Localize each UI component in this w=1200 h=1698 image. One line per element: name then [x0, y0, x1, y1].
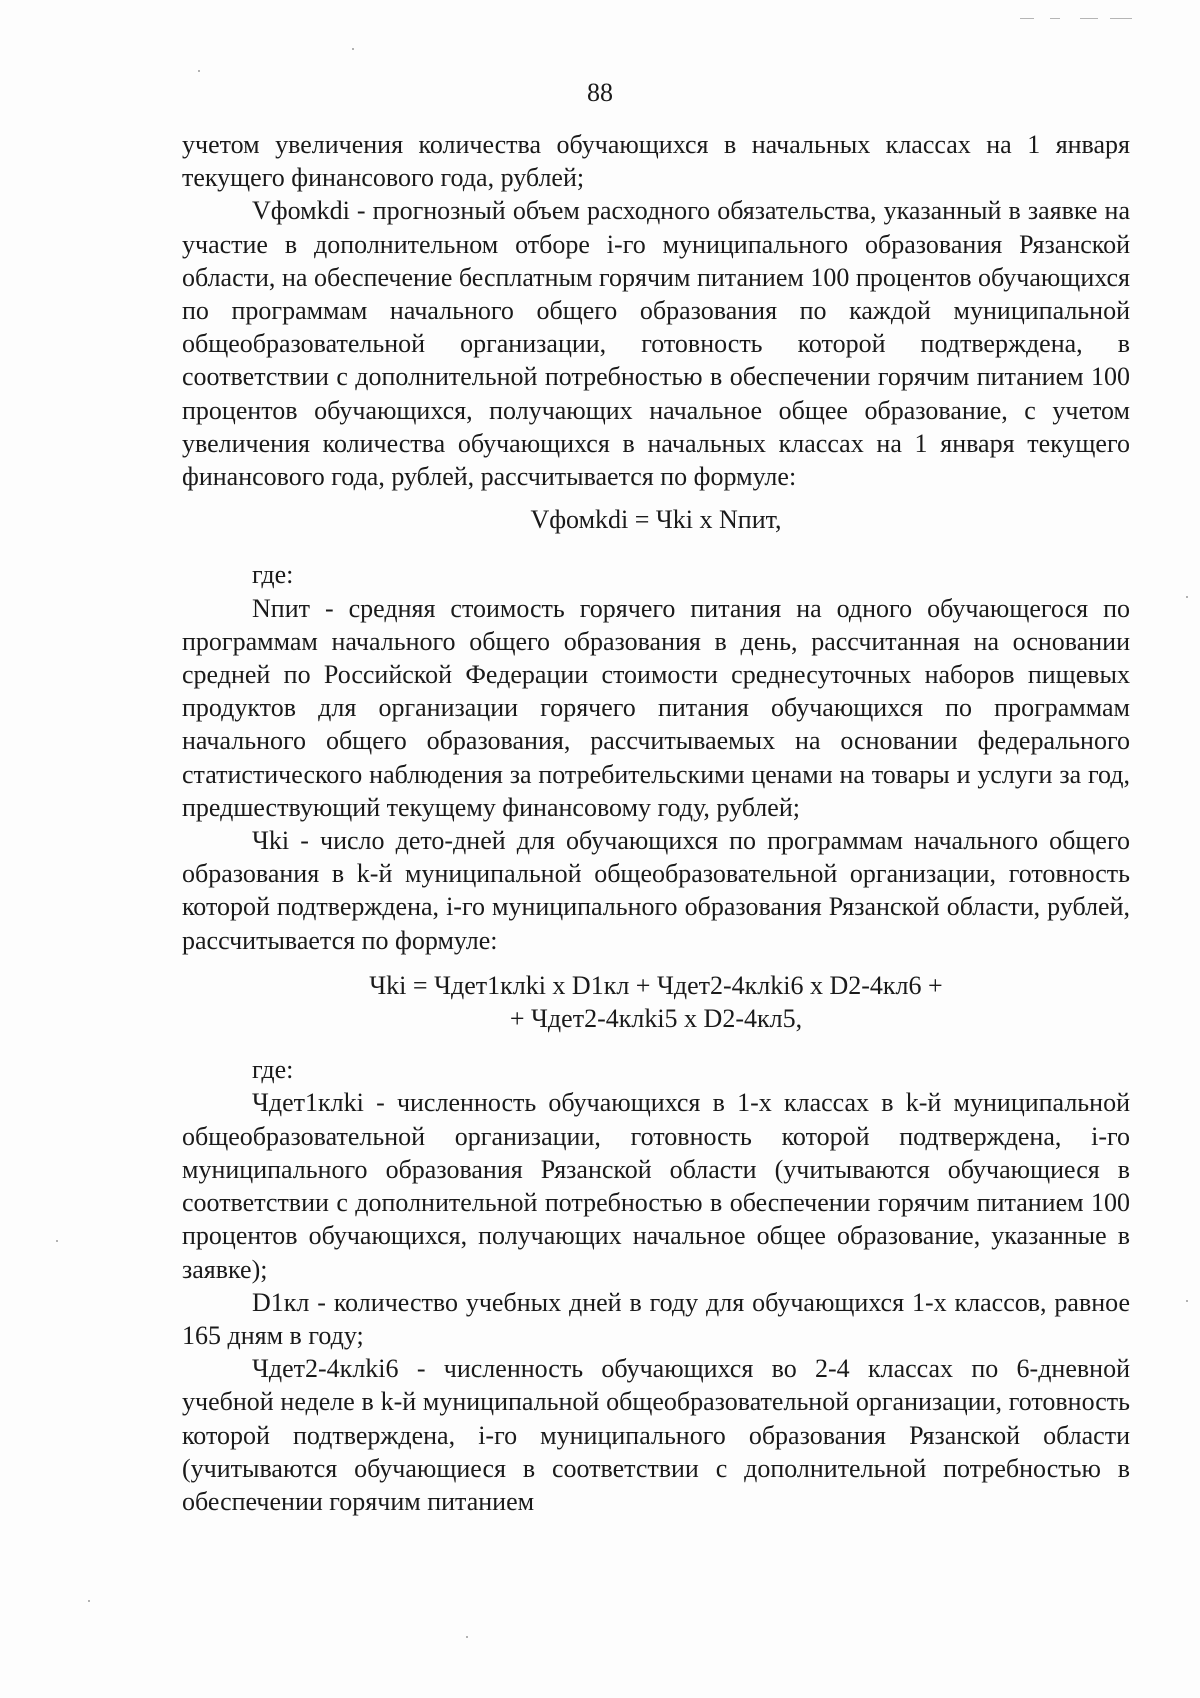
paragraph-vfomkdi-definition: Vфомkdi - прогнозный объем расходного обязательства, указанный в заявке на участие в дополнительном отборе i-го муниципального образования Рязанской области, на обеспечение бесплатным горячим питанием 100 процентов обучающихся по программам начального общего образования по каждой муниципальной общеобразовательной организации, готовность которой подтверждена, в соответствии с дополнительной потребностью в обеспечении горячим питанием 100 процентов обучающихся, получающих начальное общее образование, с учетом увеличения количества обучающихся в начальных классах на 1 января текущего финансового года, рублей, рассчитывается по формуле:: [182, 196, 1130, 492]
paragraph-chdet1klki-definition: Чдет1клki - численность обучающихся в 1-х классах в k-й муниципальной общеобразовательной организации, готовность которой подтверждена, i-го муниципального образования Рязанской области (учитываются обучающиеся в соответствии с дополнительной потребностью в обеспечении горячим питанием 100 процентов обучающихся, получающих начальное общее образование, указанные в заявке);: [182, 1088, 1130, 1284]
paragraph-chki-definition: Чki - число дето-дней для обучающихся по программам начального общего образования в k-й муниципальной общеобразовательной организации, готовность которой подтверждена, i-го муниципального образования Рязанской области, рублей, рассчитывается по формуле:: [182, 826, 1130, 955]
paragraph-continuation: учетом увеличения количества обучающихся в начальных классах на 1 января текущего финансового года, рублей;: [182, 130, 1130, 193]
scan-artifact: [352, 48, 354, 50]
formula-vfomkdi: [182, 503, 1130, 536]
scan-artifact: [1186, 1300, 1188, 1302]
scan-artifact: [1020, 18, 1034, 19]
formula-vfomkdi-line: Vфомkdi = Чki x Nпит,: [530, 505, 782, 535]
scan-artifact: [466, 1636, 468, 1638]
page-number: 88: [587, 78, 613, 107]
where-label: где:: [252, 1055, 294, 1085]
scan-artifact: [198, 70, 200, 72]
formula-chki: [182, 969, 1130, 1035]
scan-artifact: [1110, 18, 1132, 19]
paragraph-d1kl-definition: D1кл - количество учебных дней в году для обучающихся 1-х классов, равное 165 дням в году;: [182, 1287, 1130, 1350]
where-label: где:: [252, 560, 294, 590]
scan-artifact: [88, 1600, 90, 1602]
scan-artifact: [56, 1240, 58, 1242]
scan-artifact: [1080, 18, 1098, 19]
formula-chki-line-2: + Чдет2-4клki5 x D2-4кл5,: [509, 1004, 803, 1034]
scan-artifact: [1186, 596, 1188, 598]
formula-chki-line-1: Чki = Чдет1клki x D1кл + Чдет2-4клki6 x D2-4кл6 +: [369, 970, 943, 1000]
paragraph-chdet2-4klki6-definition: Чдет2-4клki6 - численность обучающихся во 2-4 классах по 6-дневной учебной неделе в k-й муниципальной общеобразовательной организации, готовность которой подтверждена, i-го муниципального образования Рязанской области (учитываются обучающиеся в соответствии с дополнительной потребностью в обеспечении горячим питанием: [182, 1354, 1130, 1516]
document-body: [182, 128, 1130, 1518]
scan-artifact: [1050, 18, 1060, 19]
paragraph-npit-definition: Nпит - средняя стоимость горячего питания на одного обучающегося по программам начального общего образования в день, рассчитанная на основании средней по Российской Федерации стоимости среднесуточных наборов пищевых продуктов для организации горячего питания обучающихся по программам начального общего образования, рассчитываемых на основании федерального статистического наблюдения за потребительскими ценами на товары и услуги за год, предшествующий текущему финансовому году, рублей;: [182, 593, 1130, 822]
